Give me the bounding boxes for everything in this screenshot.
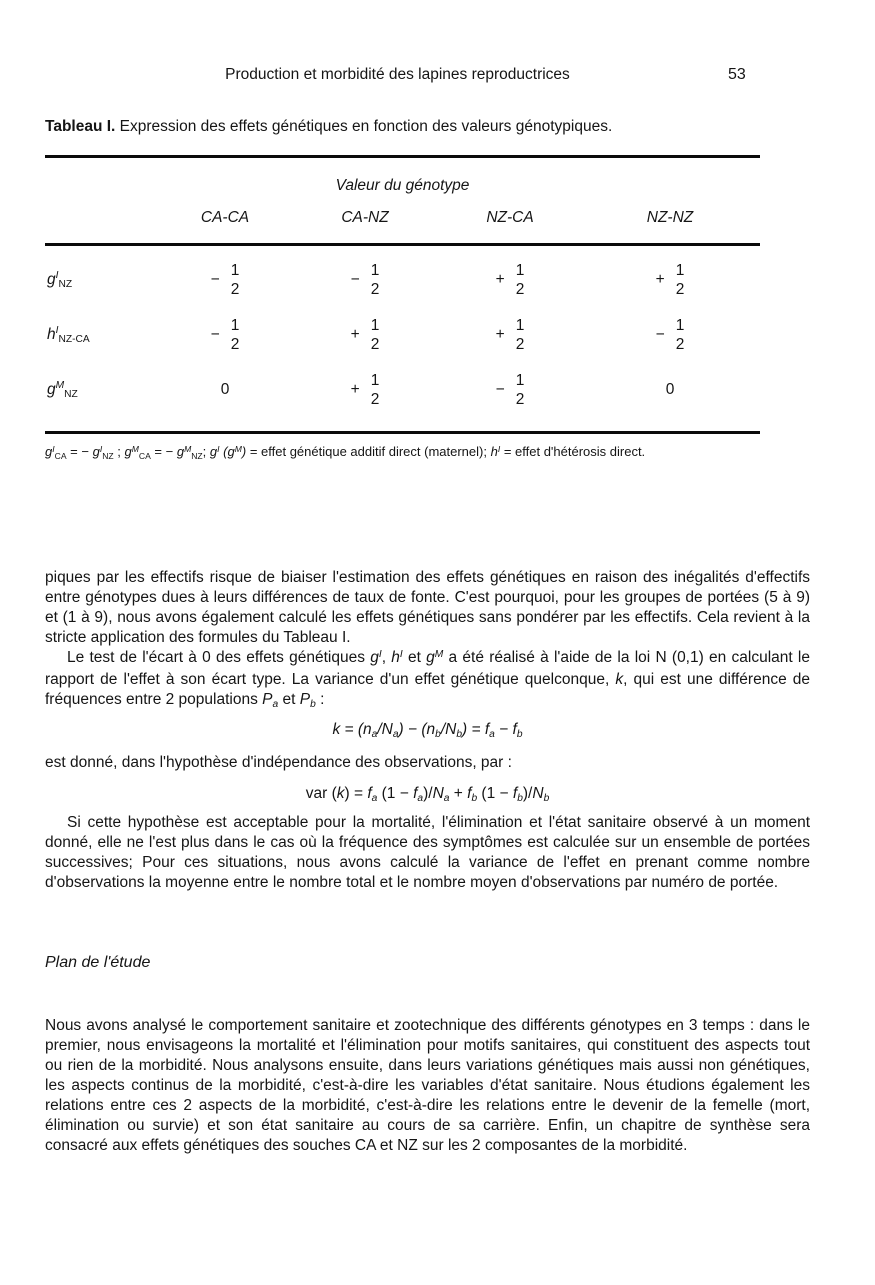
paragraph-plan-etude: Nous avons analysé le comportement sanitaire et zootechnique des différents génotypes en 3 temps : dans le premier, nous envisageons la mortalité et l'élimination pour motifs sanitaires, qui constituent des aspects tout ou rien de la morbidité. Nous analysons ensuite, dans leurs variations génétiques mais aussi non génétiques, les aspects continus de la morbidité, c'est-à-dire les variables d'état sanitaire. Nous étudions également les relations entre ces 2 aspects de la morbidité, c'est-à-dire les relations entre le devenir de la femelle (mort, élimination ou survie) et son état sanitaire au cours de sa carrière. Enfin, un chapitre de synthèse sera consacré aux effets génétiques des souches CA et NZ sur les 2 composantes de la morbidité.	[45, 1017, 810, 1154]
paragraph-hypothese: Si cette hypothèse est acceptable pour la mortalité, l'élimination et l'état sanitaire observé à un moment donné, elle ne l'est plus dans le cas où la fréquence des symptômes est calculée sur un ensemble de portées successives; Pour ces situations, nous avons calculé la variance de l'effet en prenant comme nombre d'observations la moyenne entre le nombre total et le nombre moyen d'observations par numéro de portée.	[45, 814, 810, 891]
column-header-ca-nz: CA-NZ	[341, 209, 389, 226]
table-cell: − 1 2	[210, 261, 240, 298]
table-top-rule	[45, 155, 760, 158]
table-row-g-maternal	[45, 362, 760, 417]
table-mid-rule	[45, 243, 760, 246]
table-footnote: $g^ICA$ = − $g^INZ$ ; $g^MCA$ = − $g^MNZ$; $g^I$ $(g^M)$ = effet génétique additif direct (maternel); $h^I$ = effet d'hétérosis direct.	[45, 443, 646, 461]
formula-k: k = (na/Na) − (nb/Nb) = fa − fb	[332, 721, 523, 741]
table-caption-text: Expression des effets génétiques en fonction des valeurs génotypiques.	[119, 118, 613, 135]
table-cell: − 1 2	[495, 371, 525, 408]
table-cell: − 1 2	[350, 261, 380, 298]
row-label: $g^INZ$	[47, 270, 73, 290]
table-row-g-direct	[45, 252, 760, 307]
page-number: 53	[728, 66, 746, 83]
paragraph-effectifs: piques par les effectifs risque de biaiser l'estimation des effets génétiques en raison des inégalités d'effectifs entre génotypes dues à leurs différences de taux de fonte. C'est pourquoi, pour les groupes de portées (5 à 9) et (1 à 9), nous avons également calculé les effets génétiques sans pondérer par les effectifs. Cela revient à la stricte application des formules du Tableau I.	[45, 569, 810, 646]
column-header-nz-ca: NZ-CA	[486, 209, 534, 226]
row-label: $g^MNZ$	[47, 380, 78, 400]
section-heading-plan-etude: Plan de l'étude	[45, 954, 151, 971]
table-body	[45, 252, 760, 417]
table-caption	[45, 118, 810, 136]
table-column-headers	[45, 209, 760, 227]
table-group-header: Valeur du génotype	[335, 177, 470, 194]
table-cell: + 1 2	[350, 371, 380, 408]
table-cell: 0	[220, 380, 230, 398]
table-row-h-heterosis	[45, 307, 760, 362]
paragraph-test-ecart: Le test de l'écart à 0 des effets génétiques $g^I$, $h^I$ et $g^M$ a été réalisé à l'aide de la loi N (0,1) en calculant le rapport de l'effet à son écart type. La variance d'un effet génétique quelconque, k, qui est une différence de fréquences entre 2 populations Pa et Pb :	[45, 648, 810, 711]
table-cell: + 1 2	[655, 261, 685, 298]
paragraph-est-donne: est donné, dans l'hypothèse d'indépendance des observations, par :	[45, 754, 512, 771]
table-cell: − 1 2	[655, 316, 685, 353]
formula-variance: var (k) = fa (1 − fa)/Na + fb (1 − fb)/Nb	[305, 785, 550, 805]
row-label: $h^INZ-CA$	[47, 325, 90, 345]
column-header-nz-nz: NZ-NZ	[646, 209, 694, 226]
tableau-1	[45, 155, 760, 462]
table-caption-label: Tableau I.	[45, 118, 116, 135]
table-cell: + 1 2	[350, 316, 380, 353]
table-cell: + 1 2	[495, 316, 525, 353]
table-cell: + 1 2	[495, 261, 525, 298]
running-title: Production et morbidité des lapines reproductrices	[225, 66, 570, 83]
table-cell: − 1 2	[210, 316, 240, 353]
table-cell: 0	[665, 380, 675, 398]
column-header-ca-ca: CA-CA	[200, 209, 250, 226]
table-bottom-rule	[45, 431, 760, 434]
